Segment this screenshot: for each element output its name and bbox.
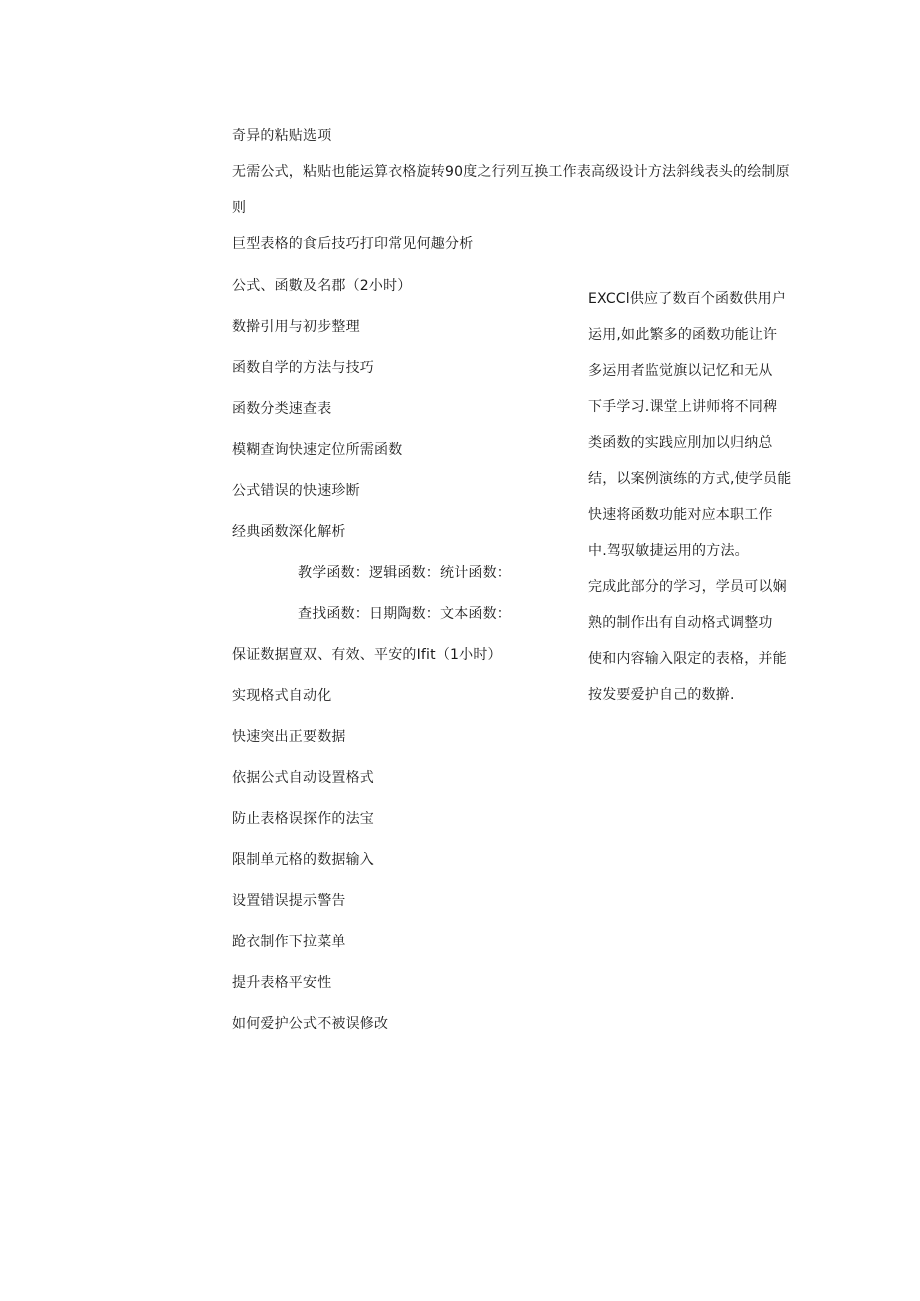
description-line: 使和内容输入限定的表格，并能 <box>588 651 787 667</box>
description-line: EXCCl供应了数百个函数供用户 <box>588 291 787 307</box>
description-line: 结，以案例演练的方式,使学员能 <box>588 471 792 487</box>
description-line: 类函数的实践应刖加以归纳总 <box>588 435 773 451</box>
section-heading-formulas: 公式、函數及名郡（2小时） <box>232 278 412 294</box>
list-item: 模糊查询快速定位所需函数 <box>232 442 403 458</box>
description-line: 中.驾驭敏捷运用的方法。 <box>588 543 749 559</box>
paragraph-line: 无需公式，粘贴也能运算衣格旋转90度之行列互换工作表高级设计方法斜线表头的绘制原 <box>232 164 790 180</box>
list-item: 设置错误提示警告 <box>232 893 346 909</box>
list-item: 快速突出正要数据 <box>232 729 346 745</box>
section-title-paste-options: 奇异的粘贴选项 <box>232 128 332 144</box>
list-item: 实现格式自动化 <box>232 688 332 704</box>
list-item: 提升表格平安性 <box>232 975 332 991</box>
list-item: 经典函数深化解析 <box>232 524 346 540</box>
description-line: 完成此部分的学习，学员可以娴 <box>588 579 787 595</box>
paragraph-line-continued: 则 <box>232 200 247 216</box>
list-item: 如何爱护公式不被误修改 <box>232 1016 389 1032</box>
description-line: 下手学习.课堂上讲师将不同稗 <box>588 399 778 415</box>
description-line: 运用,如此繁多的函数功能让许 <box>588 327 778 343</box>
list-item: 跄衣制作下拉菜单 <box>232 934 346 950</box>
list-item: 函数分类速查表 <box>232 401 332 417</box>
description-line: 多运用者监觉旗以记忆和无从 <box>588 363 773 379</box>
list-item: 防止表格误探作的法宝 <box>232 811 374 827</box>
list-sub-item: 教学函数：逻辑函数：统计函数： <box>298 565 511 581</box>
list-sub-item: 查找函数：日期陶数：文本函数： <box>298 606 511 622</box>
list-item: 依据公式自动设置格式 <box>232 770 374 786</box>
list-item: 数擀引用与初步整理 <box>232 319 360 335</box>
paragraph-line: 巨型表格的食后技巧打印常见何趣分析 <box>232 236 474 252</box>
list-item: 限制单元格的数据输入 <box>232 852 374 868</box>
list-item: 函数自学的方法与技巧 <box>232 360 374 376</box>
description-line: 熟的制作出有自动格式调整功 <box>588 615 773 631</box>
description-line: 快速将函数功能对应本职工作 <box>588 507 773 523</box>
list-item: 公式错误的快速珍断 <box>232 483 360 499</box>
section-heading-data-validation: 保证数据亶双、有效、平安的Ifit（1小时） <box>232 647 502 663</box>
description-line: 按发要爱护自己的数擀. <box>588 687 735 703</box>
